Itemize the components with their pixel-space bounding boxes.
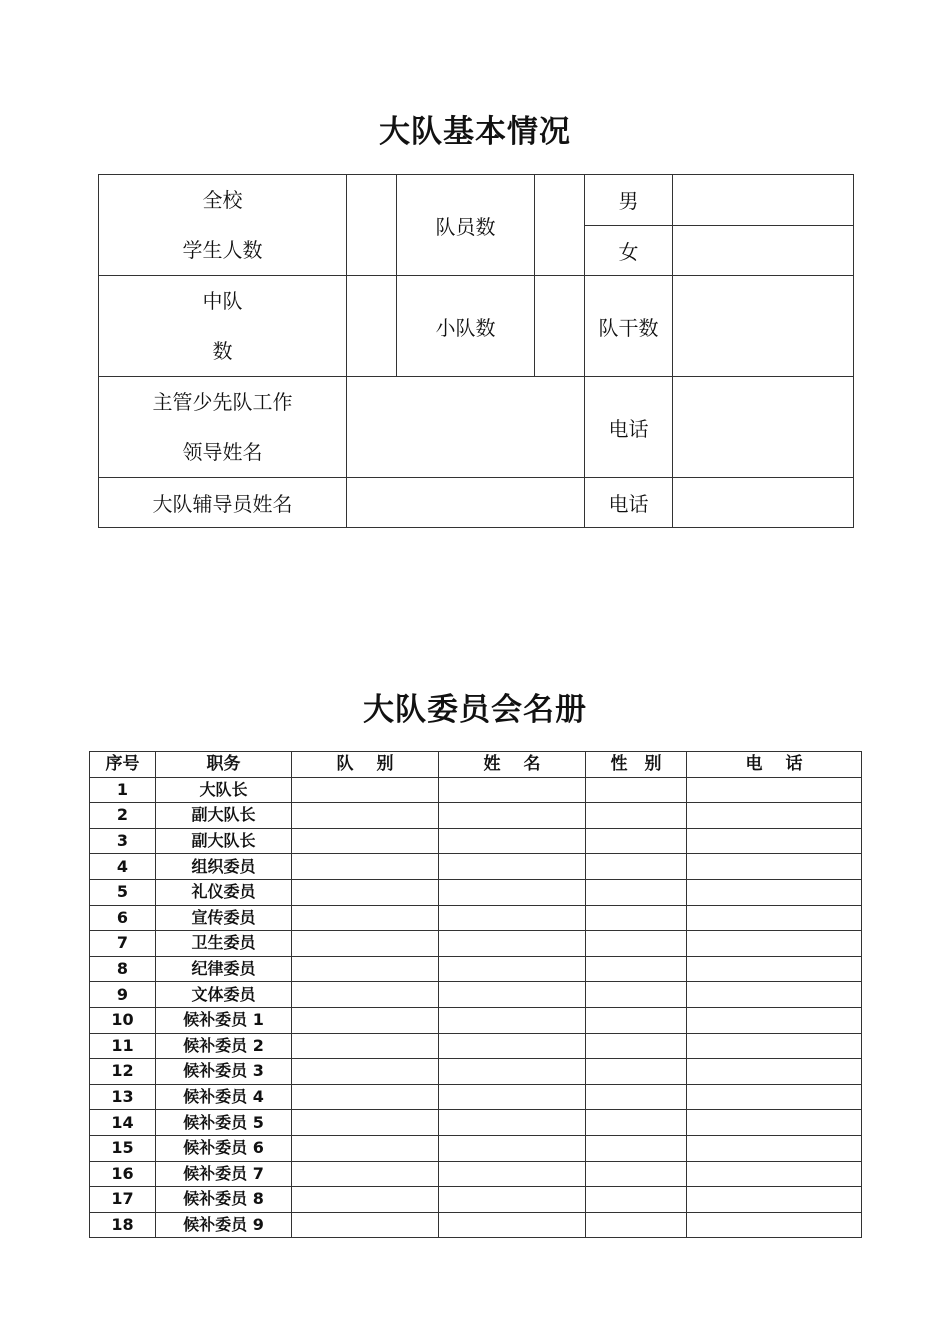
row-team-cell[interactable] xyxy=(292,1161,439,1187)
row-phone-cell[interactable] xyxy=(687,854,862,880)
small-team-label: 小队数 xyxy=(397,276,535,377)
female-value[interactable] xyxy=(673,225,854,276)
row-team-cell[interactable] xyxy=(292,1110,439,1136)
leader-phone-label: 电话 xyxy=(585,377,673,478)
row-number: 3 xyxy=(90,828,156,854)
counselor-name-label: 大队辅导员姓名 xyxy=(99,478,347,528)
row-team-cell[interactable] xyxy=(292,1033,439,1059)
row-number: 5 xyxy=(90,879,156,905)
row-number: 6 xyxy=(90,905,156,931)
row-team-cell[interactable] xyxy=(292,803,439,829)
row-name-cell[interactable] xyxy=(439,1059,586,1085)
row-team-cell[interactable] xyxy=(292,905,439,931)
row-role: 纪律委员 xyxy=(156,956,292,982)
table-row xyxy=(90,828,862,854)
row-team-cell[interactable] xyxy=(292,1135,439,1161)
row-team-cell[interactable] xyxy=(292,854,439,880)
row-number: 18 xyxy=(90,1212,156,1238)
row-team-cell[interactable] xyxy=(292,956,439,982)
row-name-cell[interactable] xyxy=(439,1212,586,1238)
row-name-cell[interactable] xyxy=(439,803,586,829)
committee-roster-title: 大队委员会名册 xyxy=(363,692,587,728)
row-name-cell[interactable] xyxy=(439,1110,586,1136)
table-row xyxy=(90,1135,862,1161)
row-name-cell[interactable] xyxy=(439,931,586,957)
row-team-cell[interactable] xyxy=(292,1187,439,1213)
row-number: 12 xyxy=(90,1059,156,1085)
row-team-cell[interactable] xyxy=(292,931,439,957)
row-phone-cell[interactable] xyxy=(687,828,862,854)
row-name-cell[interactable] xyxy=(439,905,586,931)
header-role: 职务 xyxy=(156,752,292,778)
header-gender: 性 别 xyxy=(586,752,687,778)
row-name-cell[interactable] xyxy=(439,828,586,854)
table-row xyxy=(90,879,862,905)
table-row xyxy=(90,1110,862,1136)
row-phone-cell[interactable] xyxy=(687,931,862,957)
table-row xyxy=(90,1059,862,1085)
row-name-cell[interactable] xyxy=(439,879,586,905)
row-role: 大队长 xyxy=(156,777,292,803)
row-name-cell[interactable] xyxy=(439,777,586,803)
row-role: 候补委员 1 xyxy=(156,1007,292,1033)
row-phone-cell[interactable] xyxy=(687,905,862,931)
row-number: 14 xyxy=(90,1110,156,1136)
row-team-cell[interactable] xyxy=(292,1212,439,1238)
leader-phone-value[interactable] xyxy=(673,377,854,478)
counselor-phone-value[interactable] xyxy=(673,478,854,528)
table-row xyxy=(90,803,862,829)
row-gender-cell[interactable] xyxy=(586,1110,687,1136)
female-label: 女 xyxy=(585,225,673,276)
row-role: 候补委员 6 xyxy=(156,1135,292,1161)
members-value[interactable] xyxy=(535,175,585,276)
row-phone-cell[interactable] xyxy=(687,1007,862,1033)
table-row xyxy=(90,982,862,1008)
squadron-count-value[interactable] xyxy=(347,276,397,377)
row-role: 副大队长 xyxy=(156,828,292,854)
row-gender-cell[interactable] xyxy=(586,854,687,880)
row-name-cell[interactable] xyxy=(439,1084,586,1110)
row-phone-cell[interactable] xyxy=(687,1135,862,1161)
table-row xyxy=(90,905,862,931)
cadre-label: 队干数 xyxy=(585,276,673,377)
row-name-cell[interactable] xyxy=(439,1161,586,1187)
row-gender-cell[interactable] xyxy=(586,1007,687,1033)
row-name-cell[interactable] xyxy=(439,854,586,880)
header-name: 姓 名 xyxy=(439,752,586,778)
row-gender-cell[interactable] xyxy=(586,956,687,982)
row-phone-cell[interactable] xyxy=(687,777,862,803)
row-name-cell[interactable] xyxy=(439,1007,586,1033)
row-number: 11 xyxy=(90,1033,156,1059)
leader-name-value[interactable] xyxy=(347,377,585,478)
row-gender-cell[interactable] xyxy=(586,828,687,854)
row-team-cell[interactable] xyxy=(292,1059,439,1085)
row-gender-cell[interactable] xyxy=(586,982,687,1008)
counselor-phone-label: 电话 xyxy=(585,478,673,528)
row-team-cell[interactable] xyxy=(292,1007,439,1033)
row-team-cell[interactable] xyxy=(292,1084,439,1110)
table-row xyxy=(90,854,862,880)
school-students-label: 全校 学生人数 xyxy=(99,175,347,276)
row-name-cell[interactable] xyxy=(439,982,586,1008)
row-name-cell[interactable] xyxy=(439,1033,586,1059)
table-row xyxy=(90,956,862,982)
row-gender-cell[interactable] xyxy=(586,1187,687,1213)
school-students-value[interactable] xyxy=(347,175,397,276)
basic-info-title: 大队基本情况 xyxy=(379,114,571,150)
members-label: 队员数 xyxy=(397,175,535,276)
male-label: 男 xyxy=(585,175,673,226)
row-number: 17 xyxy=(90,1187,156,1213)
row-gender-cell[interactable] xyxy=(586,777,687,803)
row-number: 8 xyxy=(90,956,156,982)
row-number: 15 xyxy=(90,1135,156,1161)
row-gender-cell[interactable] xyxy=(586,1059,687,1085)
row-gender-cell[interactable] xyxy=(586,1135,687,1161)
table-row xyxy=(90,1007,862,1033)
row-phone-cell[interactable] xyxy=(687,1084,862,1110)
table-row xyxy=(90,777,862,803)
roster-header-row xyxy=(90,752,862,778)
row-phone-cell[interactable] xyxy=(687,803,862,829)
row-phone-cell[interactable] xyxy=(687,1212,862,1238)
row-name-cell[interactable] xyxy=(439,1135,586,1161)
row-role: 卫生委员 xyxy=(156,931,292,957)
row-number: 7 xyxy=(90,931,156,957)
row-number: 9 xyxy=(90,982,156,1008)
row-number: 10 xyxy=(90,1007,156,1033)
row-name-cell[interactable] xyxy=(439,956,586,982)
table-row xyxy=(90,1084,862,1110)
row-role: 候补委员 5 xyxy=(156,1110,292,1136)
row-role: 候补委员 9 xyxy=(156,1212,292,1238)
row-role: 候补委员 7 xyxy=(156,1161,292,1187)
row-role: 候补委员 4 xyxy=(156,1084,292,1110)
row-team-cell[interactable] xyxy=(292,879,439,905)
row-phone-cell[interactable] xyxy=(687,1161,862,1187)
table-row xyxy=(90,1033,862,1059)
counselor-name-value[interactable] xyxy=(347,478,585,528)
row-phone-cell[interactable] xyxy=(687,1187,862,1213)
row-team-cell[interactable] xyxy=(292,777,439,803)
row-gender-cell[interactable] xyxy=(586,931,687,957)
header-team: 队 别 xyxy=(292,752,439,778)
table-row xyxy=(90,1187,862,1213)
basic-info-table xyxy=(98,174,854,528)
row-role: 候补委员 3 xyxy=(156,1059,292,1085)
row-number: 13 xyxy=(90,1084,156,1110)
row-phone-cell[interactable] xyxy=(687,982,862,1008)
cadre-value[interactable] xyxy=(673,276,854,377)
row-gender-cell[interactable] xyxy=(586,1161,687,1187)
row-number: 1 xyxy=(90,777,156,803)
row-gender-cell[interactable] xyxy=(586,1212,687,1238)
header-no: 序号 xyxy=(90,752,156,778)
row-gender-cell[interactable] xyxy=(586,905,687,931)
row-phone-cell[interactable] xyxy=(687,956,862,982)
row-phone-cell[interactable] xyxy=(687,1033,862,1059)
roster-body xyxy=(90,777,862,1238)
row-phone-cell[interactable] xyxy=(687,1110,862,1136)
row-phone-cell[interactable] xyxy=(687,879,862,905)
row-role: 组织委员 xyxy=(156,854,292,880)
row-team-cell[interactable] xyxy=(292,828,439,854)
row-phone-cell[interactable] xyxy=(687,1059,862,1085)
leader-name-label: 主管少先队工作 领导姓名 xyxy=(99,377,347,478)
header-phone: 电 话 xyxy=(687,752,862,778)
row-role: 宣传委员 xyxy=(156,905,292,931)
male-value[interactable] xyxy=(673,175,854,226)
table-row xyxy=(90,1161,862,1187)
row-number: 2 xyxy=(90,803,156,829)
row-name-cell[interactable] xyxy=(439,1187,586,1213)
row-role: 副大队长 xyxy=(156,803,292,829)
committee-roster-table xyxy=(89,751,862,1238)
row-gender-cell[interactable] xyxy=(586,1084,687,1110)
table-row xyxy=(90,1212,862,1238)
row-role: 候补委员 8 xyxy=(156,1187,292,1213)
row-gender-cell[interactable] xyxy=(586,803,687,829)
table-row xyxy=(90,931,862,957)
small-team-value[interactable] xyxy=(535,276,585,377)
row-role: 文体委员 xyxy=(156,982,292,1008)
row-gender-cell[interactable] xyxy=(586,879,687,905)
row-gender-cell[interactable] xyxy=(586,1033,687,1059)
row-role: 礼仪委员 xyxy=(156,879,292,905)
squadron-count-label: 中队 数 xyxy=(99,276,347,377)
row-team-cell[interactable] xyxy=(292,982,439,1008)
row-number: 16 xyxy=(90,1161,156,1187)
row-number: 4 xyxy=(90,854,156,880)
row-role: 候补委员 2 xyxy=(156,1033,292,1059)
